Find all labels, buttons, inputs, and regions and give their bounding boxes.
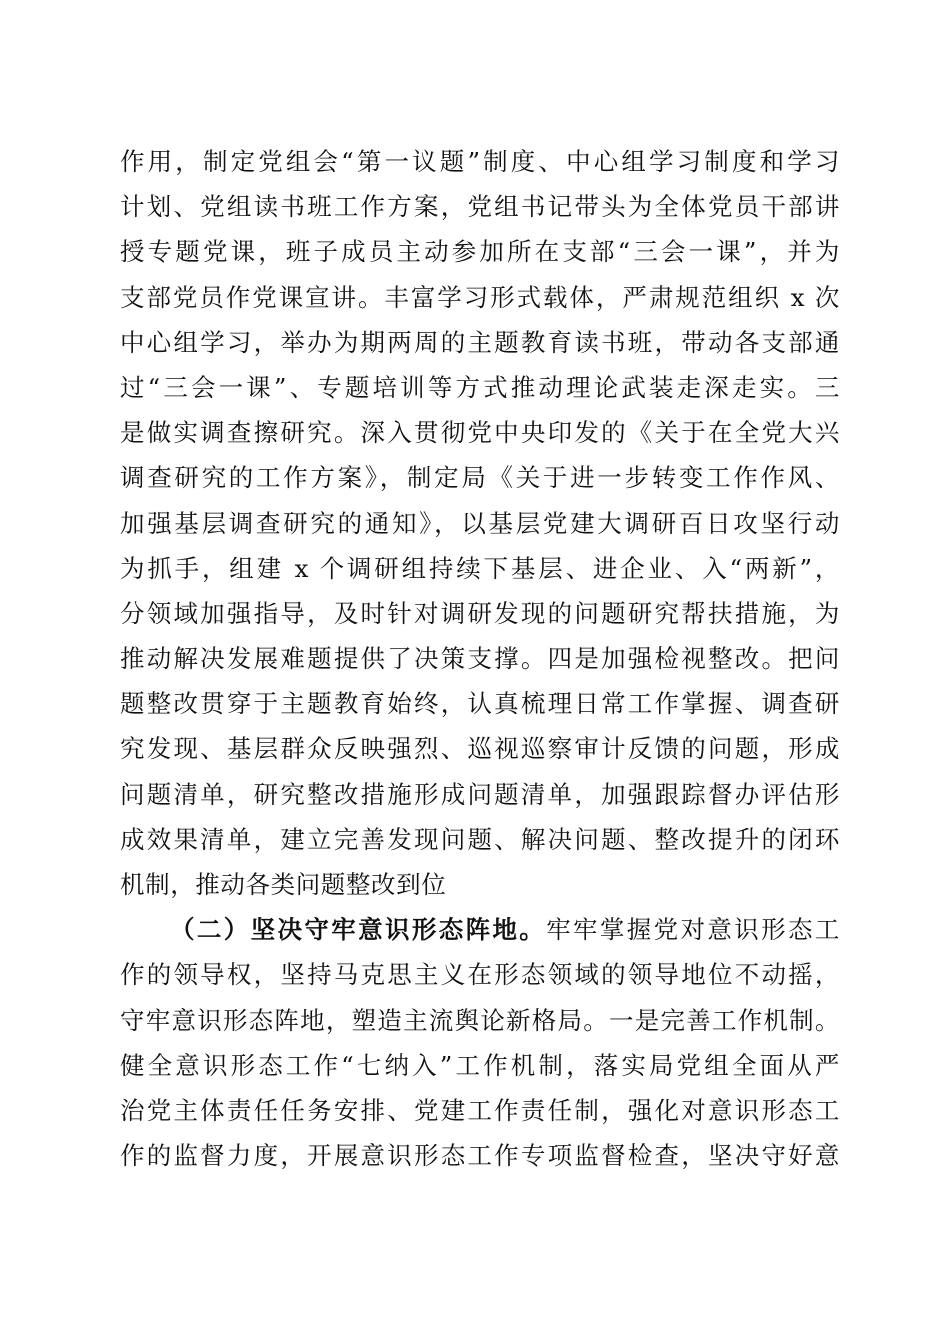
paragraph-line: 中心组学习，举办为期两周的主题教育读书班，带动各支部通 xyxy=(120,327,840,357)
paragraph-line: 推动解决发展难题提供了决策支撑。四是加强检视整改。把问 xyxy=(120,644,840,674)
section-heading-line xyxy=(120,907,840,952)
paragraph-line: 为抓手，组建 x 个调研组持续下基层、进企业、入“两新”， xyxy=(120,553,840,583)
paragraph-line: 作的领导权，坚持马克思主义在形态领域的领导地位不动摇， xyxy=(120,960,840,990)
paragraph-line: 作的监督力度，开展意识形态工作专项监督检查，坚决守好意 xyxy=(120,1141,840,1171)
section-heading-continuation: 牢牢掌握党对意识形态工 xyxy=(546,915,840,945)
paragraph-line: 机制，推动各类问题整改到位 xyxy=(120,870,447,899)
paragraph-line: 作用，制定党组会“第一议题”制度、中心组学习制度和学习 xyxy=(120,147,840,176)
paragraph-line: 是做实调查擦研究。深入贯彻党中央印发的《关于在全党大兴 xyxy=(120,418,840,448)
paragraph-line: 分领域加强指导，及时针对调研发现的问题研究帮扶措施，为 xyxy=(120,598,840,628)
paragraph-line: 健全意识形态工作“七纳入”工作机制，落实局党组全面从严 xyxy=(120,1050,840,1080)
document-body xyxy=(120,139,840,1178)
paragraph-line: 成效果清单，建立完善发现问题、解决问题、整改提升的闭环 xyxy=(120,824,840,854)
paragraph-line: 题整改贯穿于主题教育始终，认真梳理日常工作掌握、调查研 xyxy=(120,689,840,719)
paragraph-line: 调查研究的工作方案》，制定局《关于进一步转变工作作风、 xyxy=(120,463,840,493)
paragraph-line: 加强基层调查研究的通知》，以基层党建大调研百日攻坚行动 xyxy=(120,508,840,538)
paragraph-line: 守牢意识形态阵地，塑造主流舆论新格局。一是完善工作机制。 xyxy=(120,1005,840,1035)
section-heading: （二）坚决守牢意识形态阵地。 xyxy=(170,915,547,945)
paragraph-line: 支部党员作党课宣讲。丰富学习形式载体，严肃规范组织 x 次 xyxy=(120,282,840,312)
paragraph-line: 究发现、基层群众反映强烈、巡视巡察审计反馈的问题，形成 xyxy=(120,734,840,764)
paragraph-line: 问题清单，研究整改措施形成问题清单，加强跟踪督办评估形 xyxy=(120,779,840,809)
paragraph-line: 授专题党课，班子成员主动参加所在支部“三会一课”，并为 xyxy=(120,237,840,267)
paragraph-line: 过“三会一课”、专题培训等方式推动理论武装走深走实。三 xyxy=(120,372,840,402)
paragraph-line: 治党主体责任任务安排、党建工作责任制，强化对意识形态工 xyxy=(120,1095,840,1125)
paragraph-line: 计划、党组读书班工作方案，党组书记带头为全体党员干部讲 xyxy=(120,192,840,222)
